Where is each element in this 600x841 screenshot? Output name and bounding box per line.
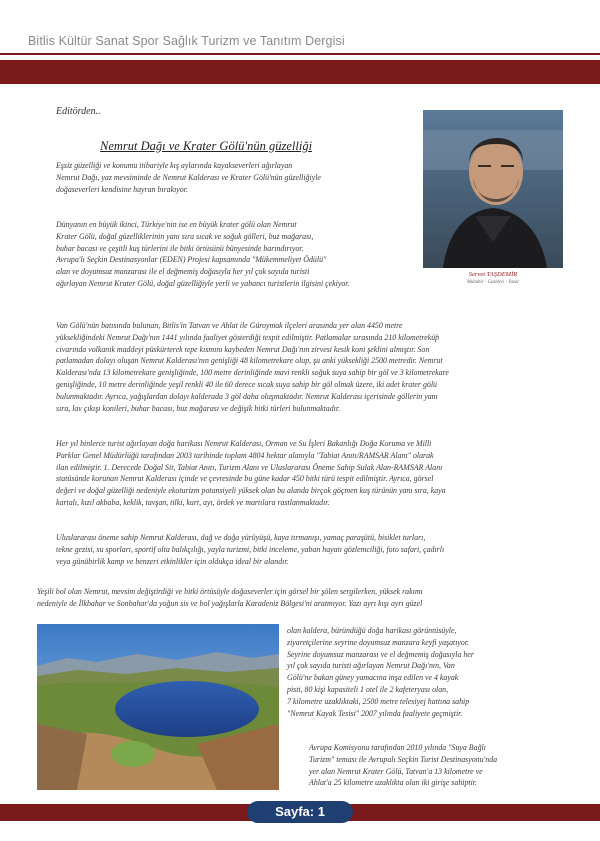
author-photo — [423, 110, 563, 268]
paragraph-protection: Her yıl binlerce turist ağırlayan doğa harikası Nemrut Kalderası, Orman ve Su İşleri Bakanlığı Doğa Koruma ve Milli Parklar Genel Müdürlüğü tarafından 2003 tarihinde toplam 4804 hektar alanıyla "Tabiat Anıtı/RAMSAR Alanı" olarak ilan edilmiştir. 1. Derecede Doğal Sit, Tabiat Anıtı, Turizm Alanı ve Uluslararası Öneme Sahip Sulak Alan-RAMSAR Alanı statüsünde korunan Nemrut Kalderası içinde ve çevresinde bu güne kadar 450 bitki türü tespit edilmiştir. Ayrıca, görsel değeri ve doğal güzelliği nedeniyle ekoturizm potansiyeli yüksek olan bu alanda birçok göçmen kuş türünün yanı sıra, kaya kartalı, kızıl akbaba, keklik, tavşan, tilki, kurt, ayı, ördek ve martılara rastlanmaktadır. — [56, 439, 446, 507]
paragraph-activities: Uluslararası öneme sahip Nemrut Kalderası, dağ ve doğa yürüyüşü, kaya tırmanışı, yamaç paraşütü, bisiklet turları, tekne gezisi, su sporları, sportif olta balıkçılığı, yayla turizmi, bitki inceleme, yaban hayatı gözlemciliği, foto safari, çadırlı veya günübirlik kamp ve benzeri etkinlikler için oldukça ideal bir alandır. — [56, 533, 445, 566]
crater-lake-photo — [37, 624, 279, 790]
paragraph-crater-lake: Dünyanın en büyük ikinci, Türkiye'nin ise en büyük krater gölü olan Nemrut Krater Gölü, doğal güzelliklerinin yanı sıra sıcak ve soğuk gölleri, buz mağarası, buhar bacası ve çeşitli kuş türlerini ile bitki örtüsünü bünyesinde barındırıyor. Avrupa'lı Seçkin Destinasyonlar (EDEN) Projesi kapsamında "Mükemmeliyet Ödülü" alan ve doyumsuz manzarası ile el değmemiş doğasıyla her yıl çok sayıda turisti ağırlayan Nemrut Krater Gölü, doğal güzelliğiyle yerli ve yabancı turistlerin ilgisini çekiyor. — [56, 220, 350, 288]
paragraph-ski-resort: olan kaldera, büründüğü doğa harikası görüntüsüyle, ziyaretçilerine seyrine doyumsuz manzara keyfi yaşatıyor. Seyrine doyumsuz manzarası ve el değmemiş doğasıyla her yıl çok sayıda turisti ağırlayan Nemrut Dağı'nın, Van Gölü'ne bakan güney yamacına inşa edilen ve 4 kayak pisti, 80 kişi kapasiteli 1 otel ile 2 kafeteryası olan, 7 kilometre uzaklıktaki, 2500 metre telesiyej hattına sahip "Nemrut Kayak Tesisi" 2007 yılında faaliyete geçmiştir. — [287, 626, 474, 718]
paragraph-seasons: Yeşili bol olan Nemrut, mevsim değiştirdiği ve bitki örtüsüyle doğaseverler için görsel bir şölen sergilerken, yüksek rakımı nedeniyle de İlkbahar ve Sonbahar'da yoğun sis ve bol yağışlarla Karadeniz Bölgesi'ni aratmıyor. Yazı ayrı kışı ayrı güzel — [37, 587, 423, 608]
article-title: Nemrut Dağı ve Krater Gölü'nün güzelliği — [100, 139, 313, 153]
editor-label: Editörden.. — [56, 106, 101, 117]
paragraph-geography: Van Gölü'nün batısında bulunan, Bitlis'in Tatvan ve Ahlat ile Güroymak ilçeleri arasında yer alan 4450 metre yüksekliğindeki Nemrut Dağı'nın 1441 yılında faaliyet gösterdiği tespit edilmiştir. Patlamalar sırasında 210 kilometrekü̈p civarında volkanik maddeyi püskürterek tepe kısmını kaybeden Nemrut Dağı'nın zirvesi kesik koni şeklini almıştır. Son patlamadan dolayı oluşan Nemrut Kalderası'nın genişliği 48 kilometrekare olup, şu anki yüksekliği 2500 metredir. Nemrut Kalderası'nda 13 kilometrekare genişliğinde, 100 metre derinliğinde mavi renkli soğuk suya sahip bir göl ve 3 kilometrekare genişliğinde, 10 metre derinliğinde yeşil renkli 40 ile 60 derece sıcak suya sahip bir göl olmak üzere, iki adet krater gölü bulunmaktadır. Ayrıca, yağışlardan dolayı kalderada 3 göl daha oluşmaktadır. Nemrut Kalderası içerisinde göllerin yanı sıra, lav çıkışı konileri, buhar bacası, buz mağarası ve değişik bitki türleri bulunmaktadır. — [56, 321, 449, 413]
magazine-title: Bitlis Kültür Sanat Spor Sağlık Turizm ve Tanıtım Dergisi — [28, 34, 345, 48]
author-name: Servet TAŞDEMİR — [468, 271, 518, 278]
header-band — [0, 60, 600, 84]
page-number-badge: Sayfa: 1 — [247, 801, 353, 823]
paragraph-intro: Eşsiz güzelliği ve konumu itibariyle kış aylarında kayakseverleri ağırlayan Nemrut Dağı, yaz mevsiminde de Nemrut Kalderası ve Krater Gölü'nün güzelliğiyle doğaseverleri kendisine hayran bırakıyor. — [56, 161, 321, 194]
paragraph-eden: Avrupa Komisyonu tarafından 2010 yılında "Suya Bağlı Turizm" teması ile Avrupalı Seçkin Turist Destinasyonu'nda yer alan Nemrut Krater Gölü, Tatvan'a 13 kilometre ve Ahlat'a 25 kilometre uzaklıkta olan iki girişe sahiptir. — [309, 743, 498, 788]
header-rule — [0, 53, 600, 55]
author-role: Muhabir - Gazeteci - Yazar — [466, 280, 520, 285]
